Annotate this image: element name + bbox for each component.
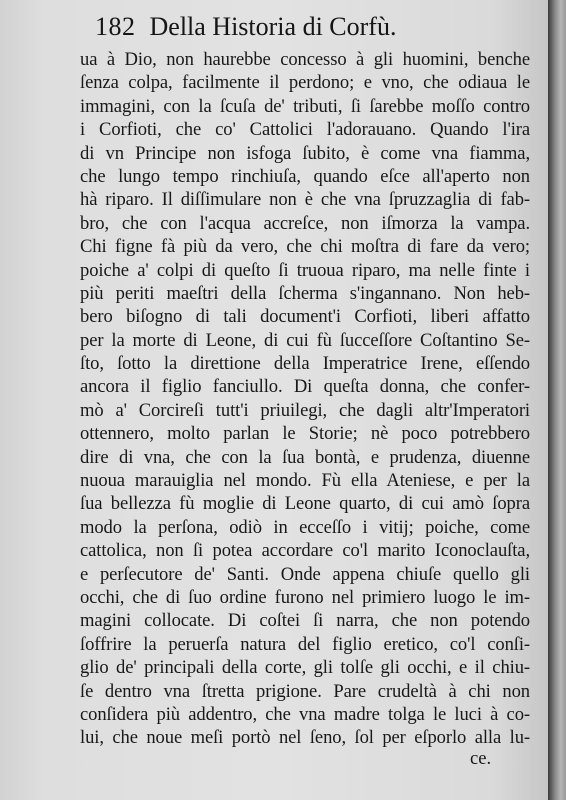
- text-line: immagini, con la ſcuſa de' tributi, ſi ſarebbe moſſo contro: [80, 95, 530, 117]
- text-line: ſto, ſotto la direttione della Imperatrice Irene, eſſendo: [80, 353, 530, 375]
- text-line: poiche a' colpi di queſto ſi truoua riparo, ma nelle finte i: [80, 259, 530, 281]
- text-line: bero biſogno di tali document'i Corfioti, liberi affatto: [80, 306, 530, 328]
- text-line: occhi, che di ſuo ordine furono nel primiero luogo le im-: [80, 586, 530, 608]
- text-line: lui, che noue meſi portò nel ſeno, ſol per eſporlo alla lu-: [80, 727, 530, 749]
- text-line: modo la perſona, odiò in ecceſſo i vitij; poiche, come: [80, 516, 530, 538]
- text-line: magini collocate. Di coſtei ſi narra, che non potendo: [80, 610, 530, 632]
- body-text: [80, 48, 530, 750]
- page-header: [95, 12, 495, 46]
- text-line: dire di vna, che con la ſua bontà, e prudenza, diuenne: [80, 446, 530, 468]
- book-edge: [548, 0, 566, 800]
- text-line: i Corfioti, che co' Cattolici l'adorauano. Quando l'ira: [80, 119, 530, 141]
- text-line: ſoffrire la peruerſa natura del figlio eretico, co'l conſi-: [80, 633, 530, 655]
- text-line: Chi figne fà più da vero, che chi moſtra di fare da vero;: [80, 236, 530, 258]
- running-title: Della Historia di Corfù.: [149, 12, 397, 41]
- text-line: che lungo tempo rinchiuſa, quando eſce all'aperto non: [80, 165, 530, 187]
- text-line: ſe dentro vna ſtretta prigione. Pare crudeltà à chi non: [80, 680, 530, 702]
- text-line: ſua bellezza fù moglie di Leone quarto, di cui amò ſopra: [80, 493, 530, 515]
- text-line: ottennero, molto parlan le Storie; nè poco potrebbero: [80, 423, 530, 445]
- text-line: ua à Dio, non haurebbe concesso à gli huomini, benche: [80, 49, 530, 70]
- text-line: mò a' Corcireſi tutt'i priuilegi, che dagli altr'Imperatori: [80, 399, 530, 421]
- text-line: per la morte di Leone, di cui fù ſucceſſore Coſtantino Se-: [80, 329, 530, 351]
- text-line: cattolica, non ſi potea accordare co'l marito Iconoclauſta,: [80, 540, 530, 562]
- text-line: conſidera più addentro, che vna madre tolga le luci à co-: [80, 703, 530, 725]
- page-number: 182: [95, 12, 136, 41]
- text-line: glio de' principali della corte, gli tolſe gli occhi, e il chiu-: [80, 657, 530, 679]
- catchword: ce.: [470, 748, 492, 769]
- text-line: di vn Principe non isfoga ſubito, è come vna fiamma,: [80, 142, 530, 164]
- text-line: ancora il figlio fanciullo. Di queſta donna, che confer-: [80, 376, 530, 398]
- text-line: ſenza colpa, facilmente il perdono; e vno, che odiaua le: [80, 72, 530, 94]
- text-line: e perſecutore de' Santi. Onde appena chiuſe quello gli: [80, 563, 530, 585]
- text-line: bro, che con l'acqua accreſce, non iſmorza la vampa.: [80, 212, 530, 234]
- text-line: nuoua marauiglia nel mondo. Fù ella Ateniese, e per la: [80, 470, 530, 492]
- text-line: hà riparo. Il diſſimulare non è che vna ſpruzzaglia di fab-: [80, 189, 530, 211]
- text-line: più periti maeſtri della ſcherma s'ingannano. Non heb-: [80, 282, 530, 304]
